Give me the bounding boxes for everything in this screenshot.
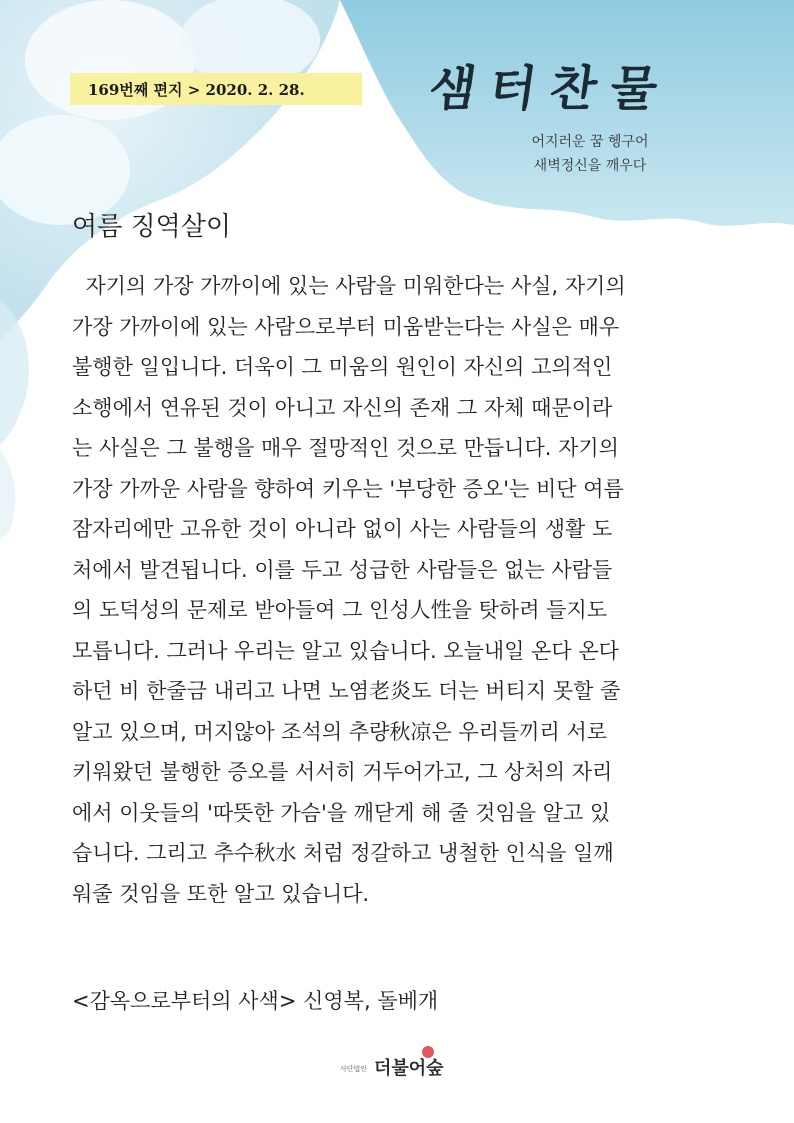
org-name: 더불어숲: [374, 1058, 444, 1079]
body-line: 는 사실은 그 불행을 매우 절망적인 것으로 만듭니다. 자기의: [72, 436, 619, 460]
body-line: 가장 가까운 사람을 향하여 키우는 '부당한 증오'는 비단 여름: [72, 476, 624, 501]
footer-logo: [340, 1052, 460, 1082]
body-line: 알고 있으며, 머지않아 조석의 추량秋凉은 우리들끼리 서로: [72, 719, 608, 744]
body-line: 잠자리에만 고유한 것이 아니라 없이 사는 사람들의 생활 도: [72, 517, 613, 541]
tagline-line: 어지러운 꿈 헹구어: [531, 134, 649, 150]
tagline-line: 새벽정신을 깨우다: [533, 158, 647, 174]
body-line: 가장 가까이에 있는 사람으로부터 미움받는다는 사실은 매우: [72, 314, 620, 339]
issue-date: 169번째 편지 > 2020. 2. 28.: [88, 81, 305, 99]
source-citation: <감옥으로부터의 사색> 신영복, 돌베개: [72, 989, 439, 1013]
org-label: 사단법인: [340, 1065, 368, 1073]
body-line: 에서 이웃들의 '따뜻한 가슴'을 깨닫게 해 줄 것임을 알고 있: [72, 800, 611, 825]
body-line: 워줄 것임을 또한 알고 있습니다.: [72, 881, 370, 906]
body-line: 자기의 가장 가까이에 있는 사람을 미워한다는 사실, 자기의: [72, 274, 626, 298]
issue-date-banner: [70, 73, 362, 105]
body-line: 하던 비 한줄금 내리고 나면 노염老炎도 더는 버티지 못할 줄: [72, 679, 621, 703]
body-line: 처에서 발견됩니다. 이를 두고 성급한 사람들은 없는 사람들: [72, 557, 613, 582]
brand-title: 샘터찬물: [425, 61, 675, 117]
body-line: 불행한 일입니다. 더욱이 그 미움의 원인이 자신의 고의적인: [72, 355, 613, 379]
body-line: 키워왔던 불행한 증오를 서서히 거두어가고, 그 상처의 자리: [72, 760, 613, 784]
tagline: [500, 130, 680, 178]
body-line: 소행에서 연유된 것이 아니고 자신의 존재 그 자체 때문이라: [72, 395, 613, 420]
article-body: [72, 266, 740, 914]
body-line: 모릅니다. 그러나 우리는 알고 있습니다. 오늘내일 온다 온다: [72, 638, 619, 663]
article-title: 여름 징역살이: [72, 212, 231, 242]
body-line: 의 도덕성의 문제로 받아들여 그 인성人性을 탓하려 들지도: [72, 598, 608, 622]
body-line: 습니다. 그리고 추수秋水 처럼 정갈하고 냉철한 인식을 일깨: [72, 841, 614, 865]
flower-icon: [422, 1046, 434, 1058]
